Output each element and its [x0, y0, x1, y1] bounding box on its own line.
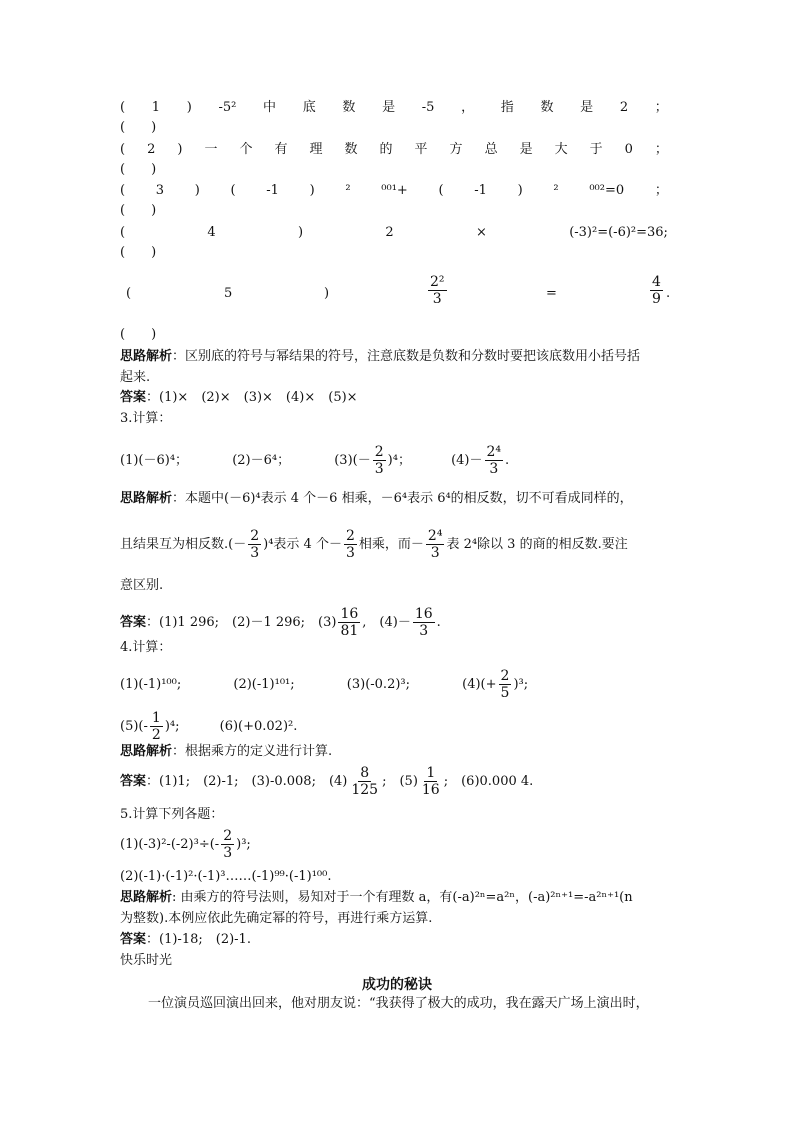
answer-blank-3[interactable]: ( ): [120, 203, 157, 218]
q3-answer: 答案：(1)1 296; (2)－1 296; (3) $\frac{16}{81}$ , (4)－ $\frac{16}{3}$ .: [120, 606, 441, 639]
q4-parts-row2: (5)(- $\frac{1}{2}$ )⁴; (6)(+0.02)².: [120, 710, 298, 743]
answer-blank-4[interactable]: ( ): [120, 245, 157, 260]
fraction: $\frac{2}{5}$: [500, 668, 510, 701]
q5-heading: 5.计算下列各题：: [120, 807, 224, 822]
fraction: $\frac{1}{2}$: [151, 710, 161, 743]
statement-3: ( 3 ) ( -1 ) ² ⁰⁰¹+ ( -1 ) ² ⁰⁰²=0 ；: [120, 183, 668, 198]
q2-hint: 思路解析：区别底的符号与幂结果的符号，注意底数是负数和分数时要把该底数用小括号括: [120, 349, 641, 364]
q3-hint-end: 意区别.: [120, 578, 164, 593]
q4-heading: 4.计算：: [120, 640, 172, 655]
fraction-rhs: $\frac{4}{9}$: [652, 274, 661, 307]
fraction: $\frac{2}{3}$: [250, 528, 260, 561]
section-label: 快乐时光: [120, 953, 173, 968]
q3-heading: 3.计算：: [120, 411, 172, 426]
fraction: $\frac{\text{2⁴}}{3}$: [427, 528, 443, 561]
q2-answer: 答案：(1)× (2)× (3)× (4)× (5)×: [120, 390, 358, 405]
story-title: 成功的秘诀: [362, 977, 432, 993]
statement-1: ( 1 ) -5² 中 底 数 是 -5 ， 指 数 是 2 ；: [120, 100, 668, 115]
q2-hint-cont: 起来.: [120, 370, 151, 385]
answer-blank-1[interactable]: ( ): [120, 120, 157, 135]
fraction: $\frac{16}{81}$: [340, 606, 359, 639]
fraction: $\frac{2}{3}$: [374, 444, 384, 477]
statement-4: ( 4 ) 2 × (-3)²=(-6)²=36;: [120, 225, 668, 240]
answer-blank-2[interactable]: ( ): [120, 162, 157, 177]
q5-part-2: (2)(-1)·(-1)²·(-1)³……(-1)⁹⁹·(-1)¹⁰⁰.: [120, 869, 332, 884]
q4-hint: 思路解析：根据乘方的定义进行计算.: [120, 744, 333, 759]
q3-hint-cont: 且结果互为相反数.(－ $\frac{2}{3}$ )⁴表示 4 个－ $\frac{2}{3}$ 相乘，而－ $\frac{\text{2⁴}}{3}$ 表 2⁴除以 3 的商的相反数.要注: [120, 528, 628, 561]
story-paragraph: 一位演员巡回演出回来，他对朋友说：“我获得了极大的成功，我在露天广场上演出时，: [148, 996, 649, 1011]
fraction: $\frac{16}{3}$: [414, 606, 433, 639]
q5-answer: 答案：(1)-18; (2)-1.: [120, 932, 251, 947]
statement-2: ( 2 ) 一 个 有 理 数 的 平 方 总 是 大 于 0 ；: [120, 142, 668, 157]
fraction: $\frac{1}{16}$: [421, 765, 440, 798]
fraction: $\frac{2}{3}$: [345, 528, 355, 561]
q5-part-1: (1)(-3)²-(-2)³÷(- $\frac{2}{3}$ )³;: [120, 828, 251, 861]
q5-hint-cont: 为整数).本例应依此先确定幂的符号，再进行乘方运算.: [120, 911, 433, 926]
q4-answer: 答案：(1)1; (2)-1; (3)-0.008; (4) $\frac{8}{125}$ ; (5) $\frac{1}{16}$ ; (6)0.000 4.: [120, 765, 534, 798]
q3-hint: 思路解析：本题中(－6)⁴表示 4 个－6 相乘，－6⁴表示 6⁴的相反数，切不可看成同样的，: [120, 491, 633, 506]
fraction: $\frac{\text{2⁴}}{3}$: [486, 444, 502, 477]
fraction-lhs: $\frac{\text{2²}}{3}$: [430, 274, 445, 307]
q5-hint: 思路解析: 由乘方的符号法则，易知对于一个有理数 a，有(-a)²ⁿ=a²ⁿ，(-a)²ⁿ⁺¹=-a²ⁿ⁺¹(n: [120, 890, 633, 905]
statement-5: ( 5 ) $\frac{\text{2²}}{3}$ = $\frac{4}{9}$ .: [126, 274, 671, 307]
fraction: $\frac{8}{125}$: [351, 765, 379, 798]
fraction: $\frac{2}{3}$: [223, 828, 233, 861]
answer-blank-5[interactable]: ( ): [120, 327, 157, 342]
q3-parts: (1)(－6)⁴； (2)－6⁴； (3)(－ $\frac{2}{3}$ )⁴； (4)－ $\frac{\text{2⁴}}{3}$ .: [120, 444, 510, 477]
q4-parts-row1: (1)(-1)¹⁰⁰; (2)(-1)¹⁰¹; (3)(-0.2)³; (4)(+ $\frac{2}{5}$ )³;: [120, 668, 529, 701]
